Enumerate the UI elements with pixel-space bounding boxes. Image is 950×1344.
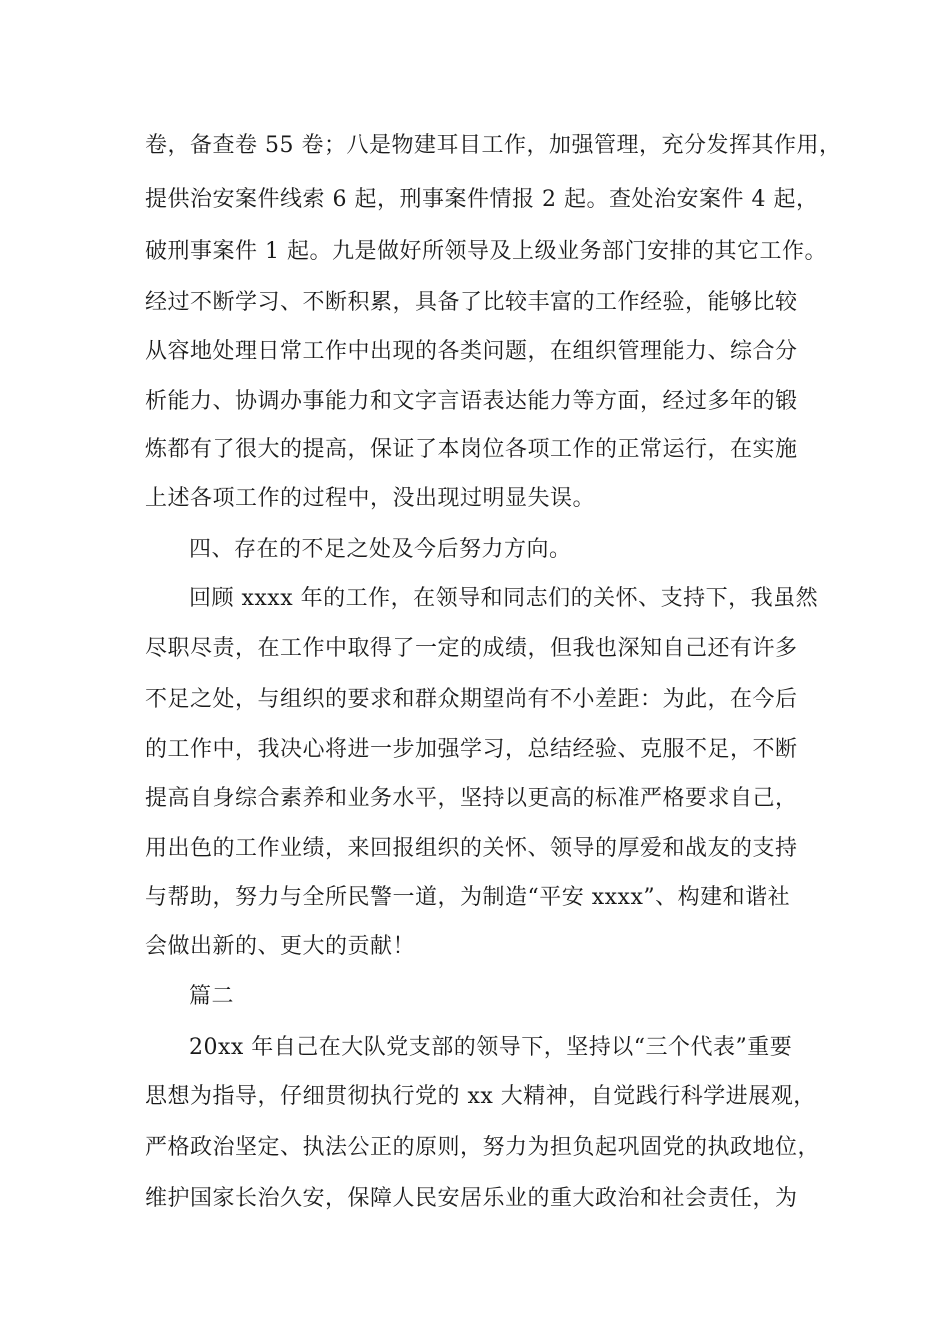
text-line: 从容地处理日常工作中出现的各类问题，在组织管理能力、综合分	[145, 339, 798, 364]
text-line: 析能力、协调办事能力和文字言语表达能力等方面，经过多年的锻	[145, 389, 798, 414]
text-line: 破刑事案件 1 起。九是做好所领导及上级业务部门安排的其它工作。	[145, 239, 827, 264]
section-heading: 篇二	[189, 984, 235, 1009]
text-line: 炼都有了很大的提高，保证了本岗位各项工作的正常运行，在实施	[145, 437, 798, 462]
text-line: 会做出新的、更大的贡献！	[145, 934, 416, 959]
text-line: 经过不断学习、不断积累，具备了比较丰富的工作经验，能够比较	[145, 290, 798, 315]
section-heading: 四、存在的不足之处及今后努力方向。	[189, 537, 572, 562]
text-line: 的工作中，我决心将进一步加强学习，总结经验、克服不足，不断	[145, 737, 798, 762]
text-line: 上述各项工作的过程中，没出现过明显失误。	[145, 486, 596, 511]
text-line: 思想为指导，仔细贯彻执行党的 xx 大精神，自觉践行科学进展观，	[145, 1084, 816, 1109]
text-line: 回顾 xxxx 年的工作，在领导和同志们的关怀、支持下，我虽然	[189, 586, 819, 611]
text-line: 与帮助，努力与全所民警一道，为制造“平安 xxxx”、构建和谐社	[145, 885, 791, 910]
text-line: 严格政治坚定、执法公正的原则，努力为担负起巩固党的执政地位，	[145, 1135, 821, 1160]
text-line: 维护国家长治久安，保障人民安居乐业的重大政治和社会责任，为	[145, 1186, 798, 1211]
text-line: 用出色的工作业绩，来回报组织的关怀、领导的厚爱和战友的支持	[145, 836, 798, 861]
text-line: 卷，备查卷 55 卷；八是物建耳目工作，加强管理，充分发挥其作用，	[145, 133, 842, 158]
text-line: 提供治安案件线索 6 起，刑事案件情报 2 起。查处治安案件 4 起，	[145, 187, 819, 212]
text-line: 不足之处，与组织的要求和群众期望尚有不小差距：为此，在今后	[145, 687, 798, 712]
text-line: 提高自身综合素养和业务水平，坚持以更高的标准严格要求自己，	[145, 786, 798, 811]
text-line: 尽职尽责，在工作中取得了一定的成绩，但我也深知自己还有许多	[145, 636, 798, 661]
text-line: 20xx 年自己在大队党支部的领导下，坚持以“三个代表”重要	[189, 1035, 793, 1060]
